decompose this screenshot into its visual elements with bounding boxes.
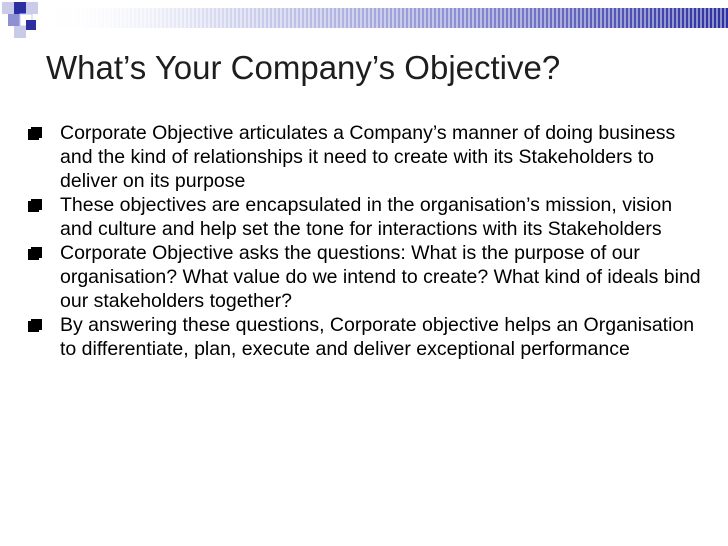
bullet-item bbox=[28, 121, 708, 193]
bullet-text: By answering these questions, Corporate objective helps an Organisation to differentiate, plan, execute and deliver exceptional performance bbox=[60, 314, 695, 360]
bullet-list bbox=[28, 121, 708, 361]
bullet-text: Corporate Objective articulates a Company’s manner of doing business and the kind of relationships it need to create with its Stakeholders to deliver on its purpose bbox=[60, 122, 676, 192]
square-bullet-icon bbox=[28, 127, 44, 140]
slide-title: What’s Your Company’s Objective? bbox=[46, 49, 561, 86]
square-bullet-icon bbox=[28, 319, 44, 332]
square-bullet-icon bbox=[28, 247, 44, 260]
bullet-text: These objectives are encapsulated in the organisation’s mission, vision and culture and help set the tone for interactions with its Stakeholders bbox=[60, 194, 673, 240]
bullet-text: Corporate Objective asks the questions: What is the purpose of our organisation? What value do we intend to create? What kind of ideals bind our stakeholders together? bbox=[60, 242, 701, 312]
bullet-item bbox=[28, 193, 708, 241]
square-bullet-icon bbox=[28, 199, 44, 212]
decorative-header-band bbox=[0, 0, 728, 40]
bullet-item bbox=[28, 241, 708, 313]
bullet-item bbox=[28, 313, 708, 361]
